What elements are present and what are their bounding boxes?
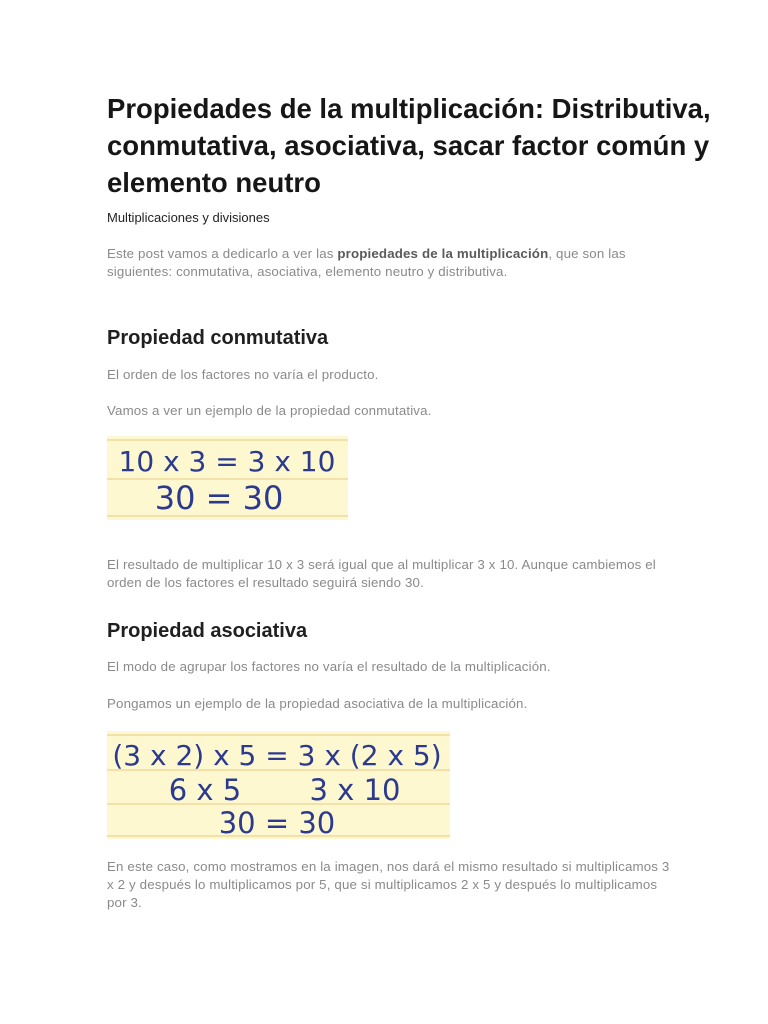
asociativa-example-image: [107, 731, 450, 839]
conmutativa-example-intro: Vamos a ver un ejemplo de la propiedad conmutativa.: [107, 403, 432, 418]
notebook-paper-graphic: [107, 436, 348, 520]
asociativa-right-step: 3 x 10: [309, 773, 401, 807]
intro-text-end: , que son las siguientes: conmutativa, asociativa, elemento neutro y distributiva.: [107, 246, 626, 279]
asociativa-definition: El modo de agrupar los factores no varía el resultado de la multiplicación.: [107, 659, 551, 674]
asociativa-explanation: En este caso, como mostramos en la imagen, nos dará el mismo resultado si multiplicamos 3 x 2 y después lo multiplicamos por 5, que si multiplicamos 2 x 5 y después lo multiplicamos por 3.: [107, 859, 670, 910]
heading-asociativa: Propiedad asociativa: [107, 620, 308, 642]
asociativa-equation-line: (3 x 2) x 5 = 3 x (2 x 5): [112, 739, 442, 772]
asociativa-example-intro: Pongamos un ejemplo de la propiedad asociativa de la multiplicación.: [107, 696, 528, 711]
conmutativa-definition: El orden de los factores no varía el producto.: [107, 367, 379, 382]
asociativa-result-line: 30 = 30: [218, 806, 336, 839]
intro-paragraph: [107, 245, 667, 281]
intro-text-start: Este post vamos a dedicarlo a ver las: [107, 246, 338, 261]
notebook-paper-graphic: [107, 731, 450, 839]
intro-bold-keyword: propiedades de la multiplicación: [337, 246, 549, 261]
conmutativa-example-image: [107, 436, 348, 520]
conmutativa-explanation: El resultado de multiplicar 10 x 3 será igual que al multiplicar 3 x 10. Aunque cambiemos el orden de los factores el resultado seguirá siendo 30.: [107, 557, 656, 590]
heading-conmutativa: Propiedad conmutativa: [107, 327, 329, 349]
category-link[interactable]: Multiplicaciones y divisiones: [107, 210, 270, 225]
asociativa-left-step: 6 x 5: [168, 773, 242, 807]
conmutativa-result-line: 30 = 30: [154, 479, 284, 517]
conmutativa-equation-line: 10 x 3 = 3 x 10: [118, 445, 336, 478]
page-title: Propiedades de la multiplicación: Distributiva, conmutativa, asociativa, sacar factor común y elemento neutro: [107, 93, 711, 198]
